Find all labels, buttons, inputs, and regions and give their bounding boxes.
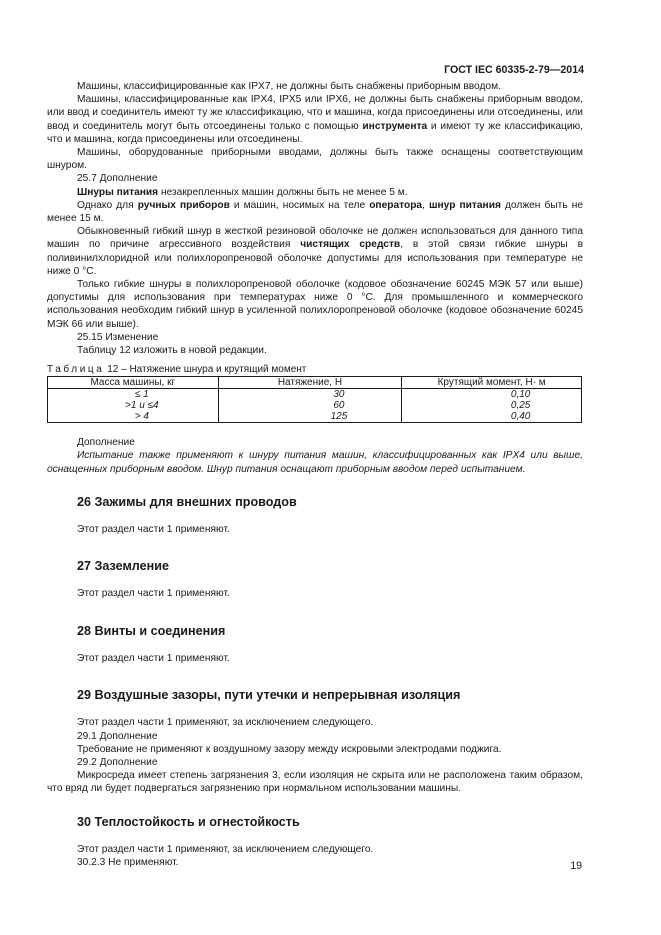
table-cell: 0,10 <box>402 389 582 401</box>
clause-heading: 29.2 Дополнение <box>77 756 158 768</box>
table-cell: 30 <box>218 389 402 401</box>
defined-term: оператора <box>369 199 423 211</box>
text-run: Обыкновенный гибкий шнур в жесткой резиновой оболочке не должен использоваться для данного типа машин по причине агрессивного воздействия <box>47 226 583 251</box>
clause-heading: 29.1 Дополнение <box>77 730 158 742</box>
table-caption-text: 12 – Натяжение шнура и крутящий момент <box>104 364 307 376</box>
cord-tension-table <box>47 376 582 423</box>
section-heading: 30 Теплостойкость и огнестойкость <box>77 814 300 829</box>
section-heading: 28 Винты и соединения <box>77 623 226 638</box>
table-caption-label: Таблица <box>47 364 105 376</box>
paragraph <box>47 186 583 199</box>
table-row <box>48 389 582 401</box>
section-heading: 26 Зажимы для внешних проводов <box>77 494 297 509</box>
paragraph: Этот раздел части 1 применяют. <box>77 524 230 536</box>
page-number: 19 <box>570 860 582 872</box>
text-run: незакрепленных машин должны быть не менее 5 м. <box>158 186 408 198</box>
text-run: и имеют ту же классификацию, что и машина, когда присоединены или отсоединены. <box>47 120 583 145</box>
table-header-cell: Масса машины, кг <box>48 377 219 389</box>
text-run: , <box>422 199 430 211</box>
paragraph: Только гибкие шнуры в полихлоропреновой оболочке (кодовое обозначение 60245 МЭК 57 или выше) допустимы для использования при температурах ниже 0 °С. Для промышленного и коммерческого использования необходим гибкий шнур в усиленной полихлоропреновой оболочке (кодовое обозначение 60245 МЭК 66 или выше). <box>47 279 583 330</box>
table-row <box>48 400 582 411</box>
text-run: должен быть не менее 15 м. <box>47 199 583 225</box>
table-caption <box>47 364 583 376</box>
table-cell: 125 <box>218 411 402 423</box>
table-header-row <box>48 377 582 389</box>
section-heading: 29 Воздушные зазоры, пути утечки и непрерывная изоляция <box>77 688 461 703</box>
paragraph: Этот раздел части 1 применяют, за исключением следующего. <box>77 843 374 855</box>
defined-term: инструмента <box>362 120 428 132</box>
table-cell: 0,25 <box>402 400 582 411</box>
clause-heading: 25.15 Изменение <box>77 331 159 343</box>
paragraph: Машины, оборудованные приборными вводами, должны быть также оснащены соответствующим шнуром. <box>47 147 583 172</box>
table-cell: > 4 <box>48 411 219 423</box>
table-row <box>48 411 582 423</box>
table-cell: 60 <box>218 400 402 411</box>
table-cell: >1 и ≤4 <box>48 400 219 411</box>
table-cell: ≤ 1 <box>48 389 219 401</box>
page-body <box>47 80 583 869</box>
test-note: Испытание также применяют к шнуру питания машин, классифицированных как IPX4 или выше, оснащенных приборным вводом. Шнур питания оснащают приборным вводом перед испытанием. <box>47 450 583 475</box>
text-run: и машин, носимых на теле <box>229 199 370 211</box>
defined-term: Шнуры питания <box>77 186 159 198</box>
text-run: Однако для <box>77 199 138 211</box>
table-header-cell: Крутящий момент, Н· м <box>402 377 582 389</box>
paragraph: Этот раздел части 1 применяют. <box>77 588 230 600</box>
paragraph: Требование не применяют к воздушному зазору между искровыми электродами поджига. <box>77 743 502 755</box>
text-run: Машины, классифицированные как IPX4, IPX5 или IPX6, не должны быть снабжены приборным вводом, или ввод и соединитель имеют ту же классификацию, что и машина, когда присоединены или отсоединены, или ввод и соединитель могут быть отсоединены только с помощью <box>47 94 583 132</box>
clause-heading: 25.7 Дополнение <box>77 173 158 185</box>
clause-heading: Дополнение <box>77 437 135 449</box>
paragraph: Этот раздел части 1 применяют, за исключением следующего. <box>77 717 374 729</box>
defined-term: ручных приборов <box>137 199 230 211</box>
section-heading: 27 Заземление <box>77 559 169 574</box>
table-cell: 0,40 <box>402 411 582 423</box>
defined-term: шнур питания <box>429 199 501 211</box>
defined-term: чистящих средств <box>300 239 401 251</box>
paragraph: Микросреда имеет степень загрязнения 3, если изоляция не скрыта или не расположена таким образом, что вряд ли будет подвергаться загрязнению при нормальном использовании машины. <box>47 770 583 795</box>
paragraph <box>47 93 583 146</box>
paragraph: Машины, классифицированные как IPX7, не должны быть снабжены приборным вводом. <box>77 81 501 92</box>
text-run: , в этой связи гибкие шнуры в поливинилхлоридной или полихлоропреновой оболочке допустимы для использования при температуре не ниже 0 °С. <box>47 239 583 277</box>
table-header-cell: Натяжение, Н <box>218 377 402 389</box>
document-header: ГОСТ IEC 60335-2-79—2014 <box>444 64 584 76</box>
paragraph <box>47 199 583 225</box>
clause-heading: 30.2.3 Не применяют. <box>77 856 179 868</box>
paragraph <box>47 225 583 278</box>
paragraph: Этот раздел части 1 применяют. <box>77 652 230 664</box>
paragraph: Таблицу 12 изложить в новой редакции. <box>77 345 267 357</box>
